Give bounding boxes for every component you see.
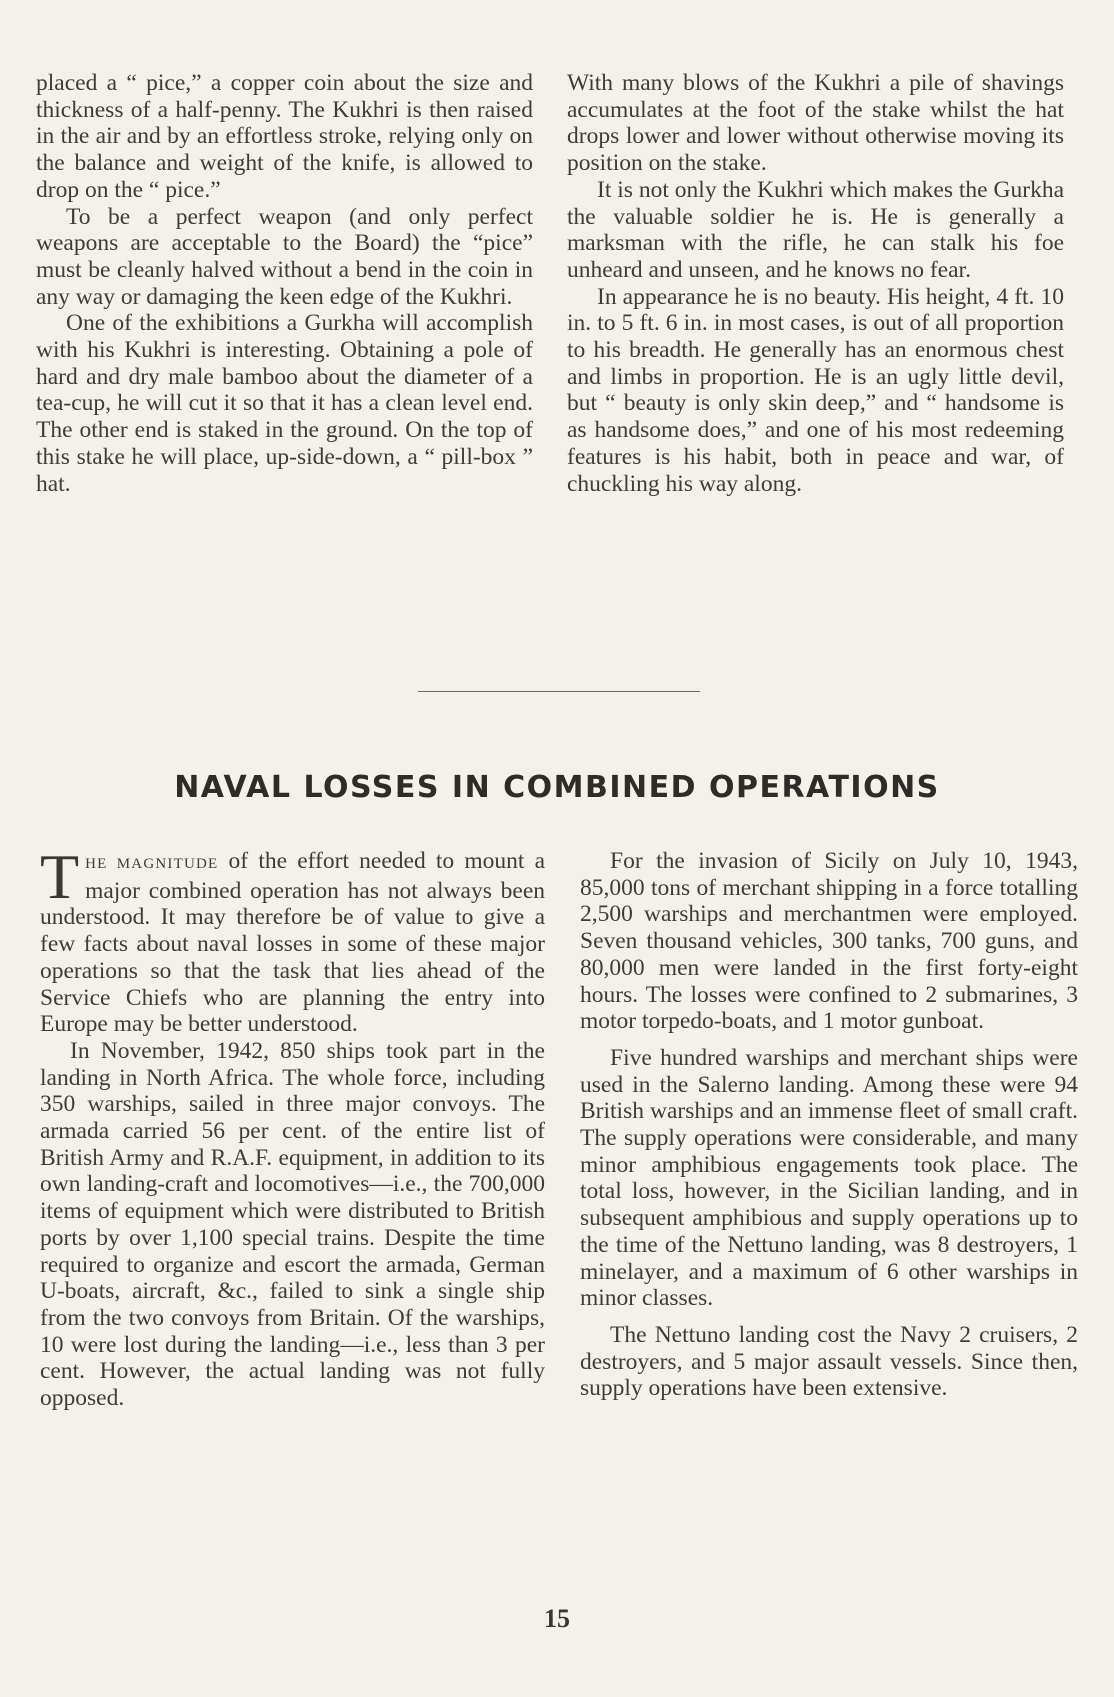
paragraph: placed a “ pice,” a copper coin about the size and thickness of a half-penny. The Kukhri is then raised in the air and by an effortless stroke, relying only on the balance and weight of the knife, is allowed to drop on the “ pice.” (36, 70, 533, 203)
paragraph: In November, 1942, 850 ships took part in the landing in North Africa. The whole force, including 350 warships, sailed in three major convoys. The armada carried 56 per cent. of the entire list of British Army and R.A.F. equipment, in addition to its own landing-craft and locomotives—i.e., the 700,000 items of equipment which were distributed to British ports by over 1,100 special trains. Despite the time required to organize and escort the armada, German U-boats, aircraft, &c., failed to sink a single ship from the two convoys from Britain. Of the warships, 10 were lost during the landing—i.e., less than 3 per cent. However, the actual landing was not fully opposed. (40, 1037, 545, 1412)
section-divider (418, 691, 700, 692)
lead-paragraph (40, 841, 546, 1038)
continued-article-left-column (36, 70, 533, 497)
continued-article-right-column (567, 70, 1064, 497)
paragraph: The Nettuno landing cost the Navy 2 cruisers, 2 destroyers, and 5 major assault vessels. Since then, supply operations have been extensive. (580, 1321, 1078, 1402)
paragraph: It is not only the Kukhri which makes the Gurkha the valuable soldier he is. He is generally a marksman with the rifle, he can stalk his foe unheard and unseen, and he knows no fear. (567, 176, 1064, 283)
lead-paragraph-text: of the effort needed to mount a major combined operation has not always been understood. It may therefore be of value to give a few facts about naval losses in some of these major operations so that the task that lies ahead of the Service Chiefs who are planning the entry into Europe may be better understood. (40, 848, 546, 1038)
paragraph: Five hundred warships and merchant ships were used in the Salerno landing. Among these were 94 British warships and an immense fleet of small craft. The supply operations were considerable, and many minor amphibious engagements took place. The total loss, however, in the Sicilian landing, and in subsequent amphibious and supply operations up to the time of the Nettuno landing, was 8 destroyers, 1 minelayer, and a maximum of 6 other warships in minor classes. (580, 1044, 1078, 1312)
paragraph: In appearance he is no beauty. His height, 4 ft. 10 in. to 5 ft. 6 in. in most cases, is out of all proportion to his breadth. He generally has an enormous chest and limbs in proportion. He is an ugly little devil, but “ beauty is only skin deep,” and “ handsome is as handsome does,” and one of his most redeeming features is his habit, both in peace and war, of chuckling his way along. (567, 283, 1064, 497)
page-number: 15 (544, 1604, 570, 1633)
article-left-column (40, 841, 546, 1412)
paragraph: To be a perfect weapon (and only perfect weapons are acceptable to the Board) the “pice” must be cleanly halved without a bend in the coin in any way or damaging the keen edge of the Kukhri. (36, 203, 533, 310)
paragraph: With many blows of the Kukhri a pile of shavings accumulates at the foot of the stake whilst the hat drops lower and lower without otherwise moving its position on the stake. (567, 70, 1064, 177)
article-right-column (580, 848, 1078, 1402)
paragraph: For the invasion of Sicily on July 10, 1943, 85,000 tons of merchant shipping in a force totalling 2,500 warships and merchantmen were employed. Seven thousand vehicles, 300 tanks, 700 guns, and 80,000 men were landed in the first forty-eight hours. The losses were confined to 2 submarines, 3 motor torpedo-boats, and 1 motor gunboat. (580, 848, 1078, 1035)
paragraph: One of the exhibitions a Gurkha will accomplish with his Kukhri is interesting. Obtaining a pole of hard and dry male bamboo about the diameter of a tea-cup, he will cut it so that it has a clean level end. The other end is staked in the ground. On the top of this stake he will place, up-side-down, a “ pill-box ” hat. (36, 310, 533, 497)
smallcaps-lead: HE MAGNITUDE (85, 856, 219, 872)
drop-cap: T (40, 841, 80, 912)
article-title: NAVAL LOSSES IN COMBINED OPERATIONS (174, 770, 940, 805)
